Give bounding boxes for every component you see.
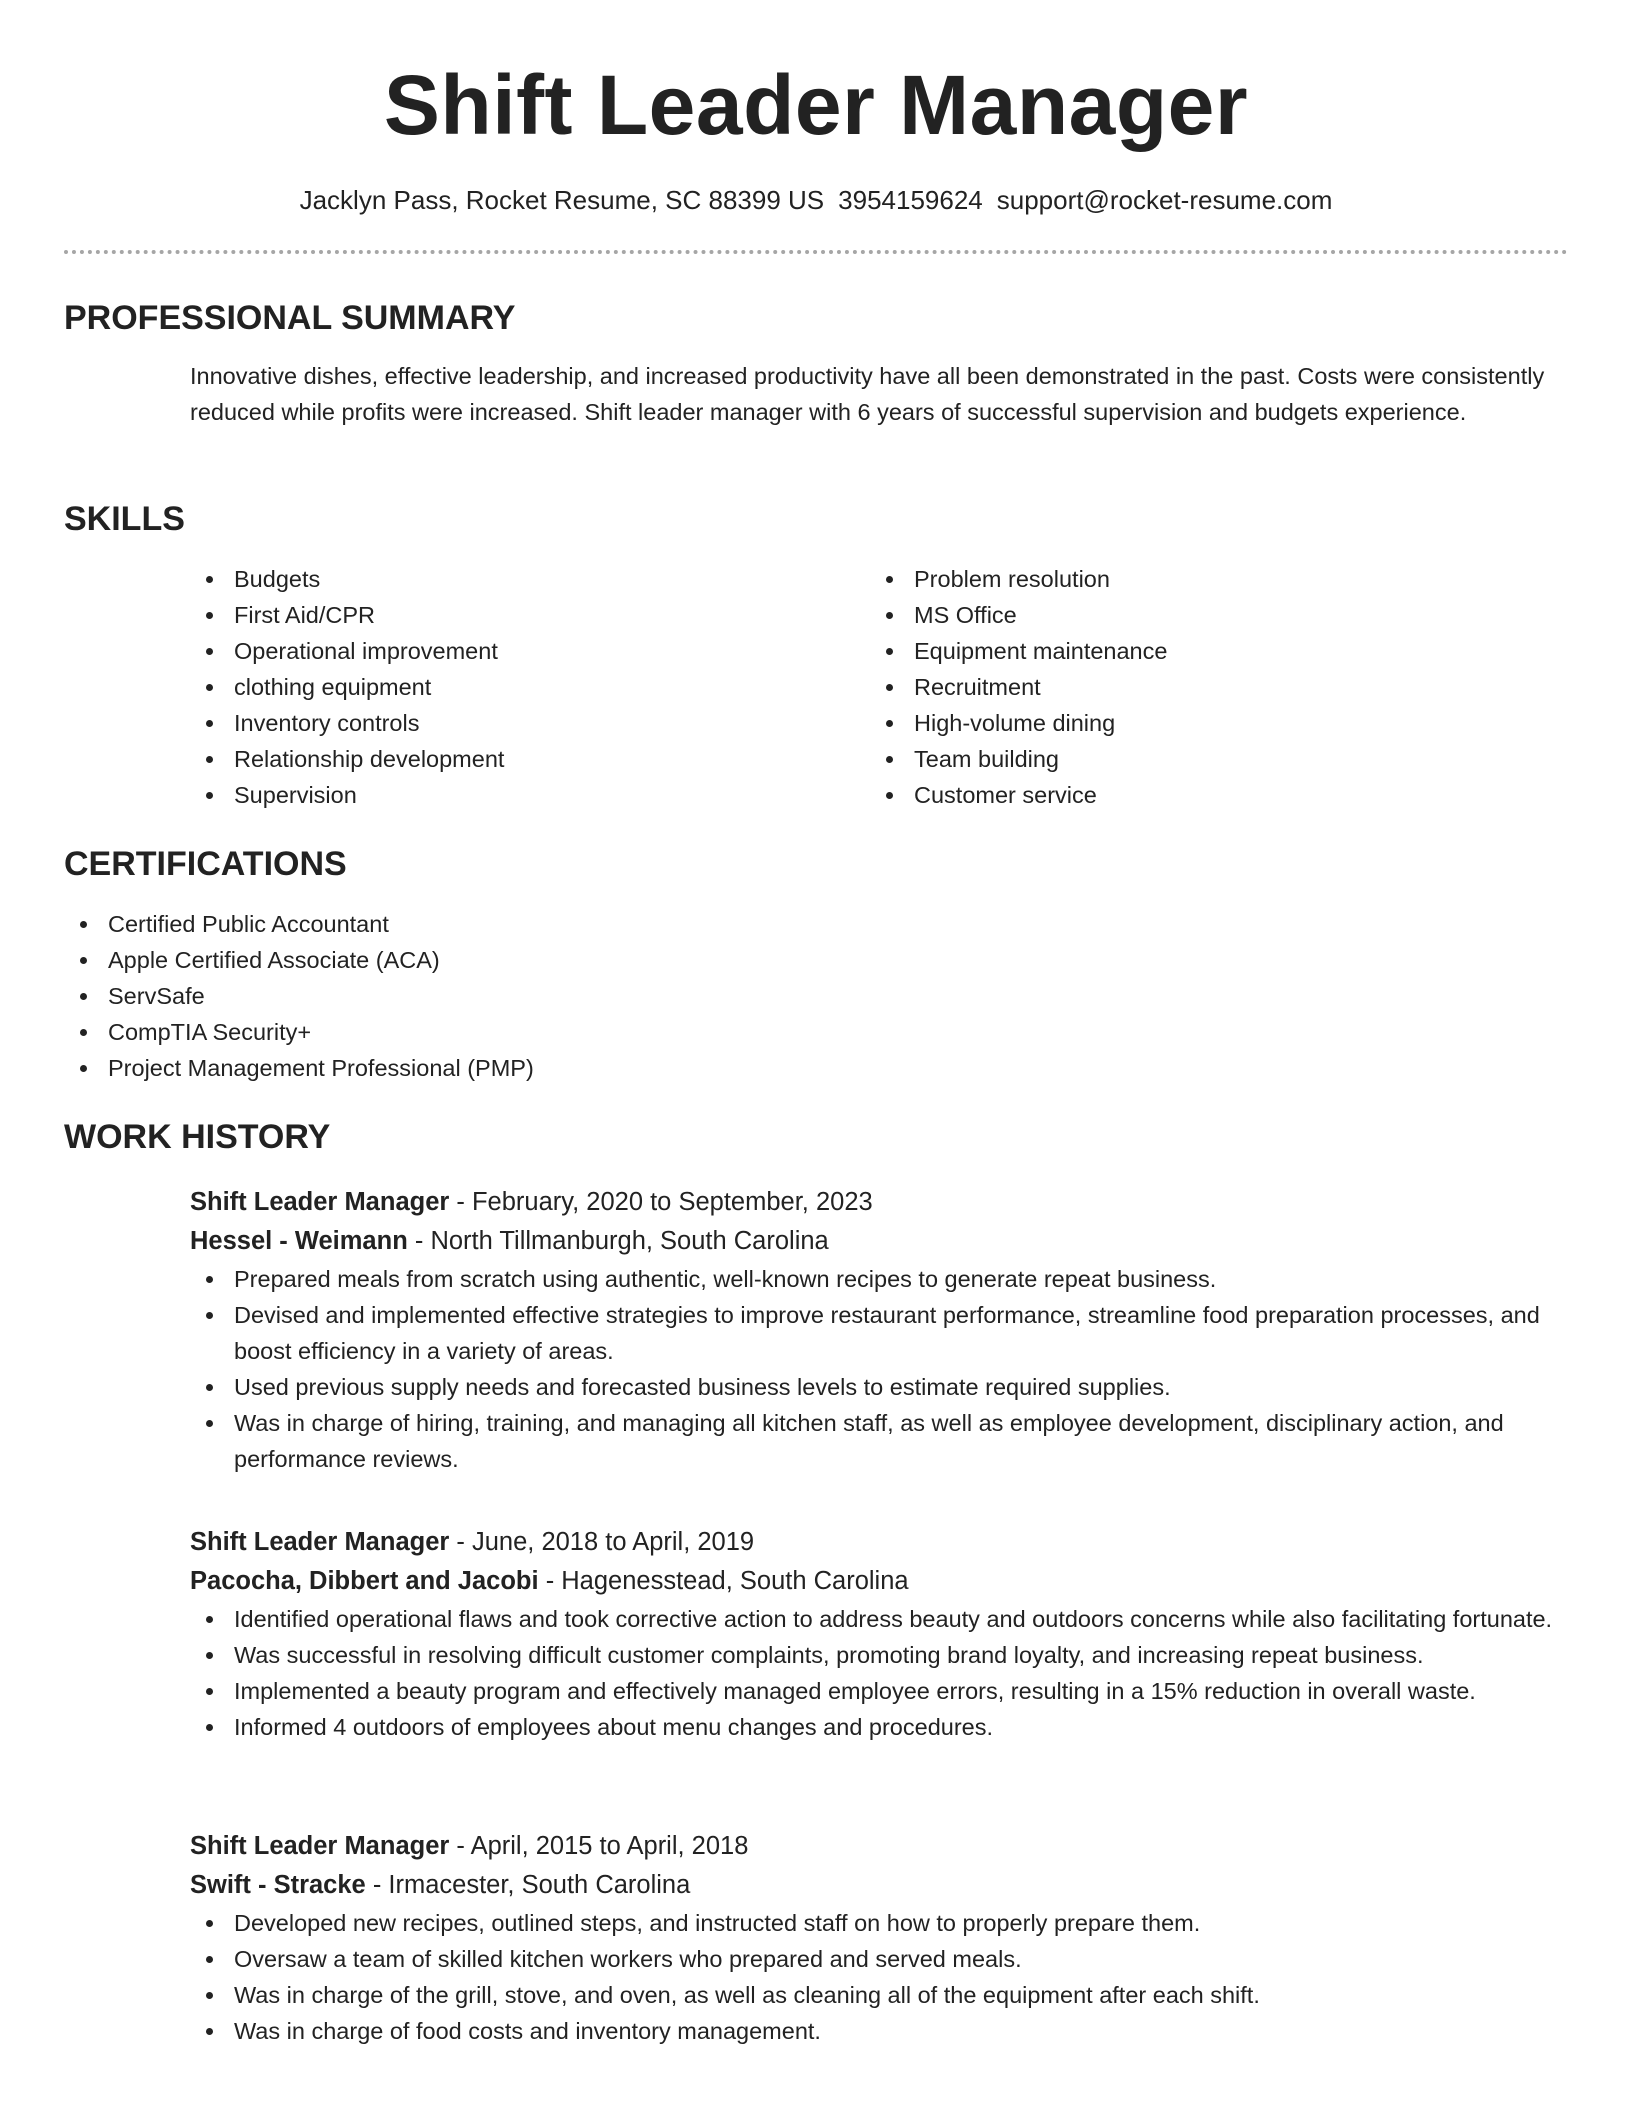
- skill-item: Supervision: [190, 777, 870, 813]
- job-dates: - June, 2018 to April, 2019: [449, 1528, 755, 1556]
- skill-item: First Aid/CPR: [190, 597, 870, 633]
- skill-item: Problem resolution: [870, 561, 1550, 597]
- summary-heading: PROFESSIONAL SUMMARY: [64, 299, 516, 337]
- certifications-section: [64, 844, 1568, 1086]
- job-company: Swift - Stracke: [190, 1871, 366, 1899]
- job-role: Shift Leader Manager: [190, 1832, 450, 1860]
- header-divider: [64, 250, 1568, 254]
- job-location: - North Tillmanburgh, South Carolina: [407, 1227, 829, 1255]
- job-bullet: Used previous supply needs and forecasted business levels to estimate required supplies.: [190, 1369, 1568, 1405]
- job-dates: - April, 2015 to April, 2018: [449, 1832, 749, 1860]
- summary-section: [64, 298, 1568, 430]
- job-dates: - February, 2020 to September, 2023: [449, 1188, 873, 1216]
- job-bullet: Was successful in resolving difficult customer complaints, promoting brand loyalty, and increasing repeat business.: [190, 1637, 1568, 1673]
- skill-item: High-volume dining: [870, 705, 1550, 741]
- skills-section: [64, 499, 1568, 813]
- skill-item: Budgets: [190, 561, 870, 597]
- job-bullet: Prepared meals from scratch using authentic, well-known recipes to generate repeat business.: [190, 1261, 1568, 1297]
- job-company-line: [190, 1222, 1568, 1261]
- skills-list-right: [870, 561, 1550, 813]
- job-bullets: [190, 1261, 1568, 1477]
- skill-item: Team building: [870, 741, 1550, 777]
- skill-item: Equipment maintenance: [870, 633, 1550, 669]
- job-entry: [190, 1523, 1568, 1745]
- resume-title: Shift Leader Manager: [383, 58, 1249, 152]
- job-bullet: Was in charge of food costs and inventory management.: [190, 2013, 1568, 2049]
- job-bullets: [190, 1601, 1568, 1745]
- skills-list-left: [190, 561, 870, 813]
- skill-item: Relationship development: [190, 741, 870, 777]
- skills-grid: [190, 561, 1568, 813]
- certification-item: Certified Public Accountant: [64, 906, 1568, 942]
- skills-heading: SKILLS: [64, 500, 185, 538]
- certifications-list: [64, 906, 1568, 1086]
- job-title-line: [190, 1183, 1568, 1222]
- job-title-line: [190, 1523, 1568, 1562]
- contact-email: support@rocket-resume.com: [996, 185, 1333, 215]
- skill-item: Operational improvement: [190, 633, 870, 669]
- job-company: Pacocha, Dibbert and Jacobi: [190, 1567, 539, 1595]
- job-location: - Hagenesstead, South Carolina: [538, 1567, 909, 1595]
- job-entry: [190, 1827, 1568, 2049]
- job-bullet: Was in charge of the grill, stove, and oven, as well as cleaning all of the equipment after each shift.: [190, 1977, 1568, 2013]
- job-bullet: Informed 4 outdoors of employees about menu changes and procedures.: [190, 1709, 1568, 1745]
- certification-item: ServSafe: [64, 978, 1568, 1014]
- contact-phone: 3954159624: [838, 185, 983, 215]
- work-history-heading: WORK HISTORY: [64, 1118, 331, 1156]
- certification-item: CompTIA Security+: [64, 1014, 1568, 1050]
- job-role: Shift Leader Manager: [190, 1528, 450, 1556]
- job-company-line: [190, 1562, 1568, 1601]
- job-bullet: Implemented a beauty program and effectively managed employee errors, resulting in a 15% reduction in overall waste.: [190, 1673, 1568, 1709]
- job-role: Shift Leader Manager: [190, 1188, 450, 1216]
- job-company: Hessel - Weimann: [190, 1227, 408, 1255]
- skill-item: Customer service: [870, 777, 1550, 813]
- job-bullet: Devised and implemented effective strategies to improve restaurant performance, streamline food preparation processes, and boost efficiency in a variety of areas.: [190, 1297, 1568, 1369]
- job-bullet: Developed new recipes, outlined steps, and instructed staff on how to properly prepare them.: [190, 1905, 1568, 1941]
- work-history-section: [64, 1117, 1568, 1157]
- resume-page: [64, 0, 1568, 2044]
- skill-item: MS Office: [870, 597, 1550, 633]
- skill-item: Inventory controls: [190, 705, 870, 741]
- skill-item: clothing equipment: [190, 669, 870, 705]
- contact-line: [64, 184, 1568, 216]
- skill-item: Recruitment: [870, 669, 1550, 705]
- certification-item: Apple Certified Associate (ACA): [64, 942, 1568, 978]
- job-entry: [190, 1183, 1568, 1477]
- job-bullets: [190, 1905, 1568, 2049]
- job-company-line: [190, 1866, 1568, 1905]
- job-title-line: [190, 1827, 1568, 1866]
- job-location: - Irmacester, South Carolina: [365, 1871, 691, 1899]
- job-bullet: Identified operational flaws and took corrective action to address beauty and outdoors concerns while also facilitating fortunate.: [190, 1601, 1568, 1637]
- summary-text: Innovative dishes, effective leadership, and increased productivity have all been demonstrated in the past. Costs were consistently reduced while profits were increased. Shift leader manager with 6 years of successful supervision and budgets experience.: [190, 363, 1545, 425]
- job-bullet: Oversaw a team of skilled kitchen workers who prepared and served meals.: [190, 1941, 1568, 1977]
- contact-address: Jacklyn Pass, Rocket Resume, SC 88399 US: [299, 185, 825, 215]
- certification-item: Project Management Professional (PMP): [64, 1050, 1568, 1086]
- job-bullet: Was in charge of hiring, training, and managing all kitchen staff, as well as employee development, disciplinary action, and performance reviews.: [190, 1405, 1568, 1477]
- certifications-heading: CERTIFICATIONS: [64, 845, 347, 883]
